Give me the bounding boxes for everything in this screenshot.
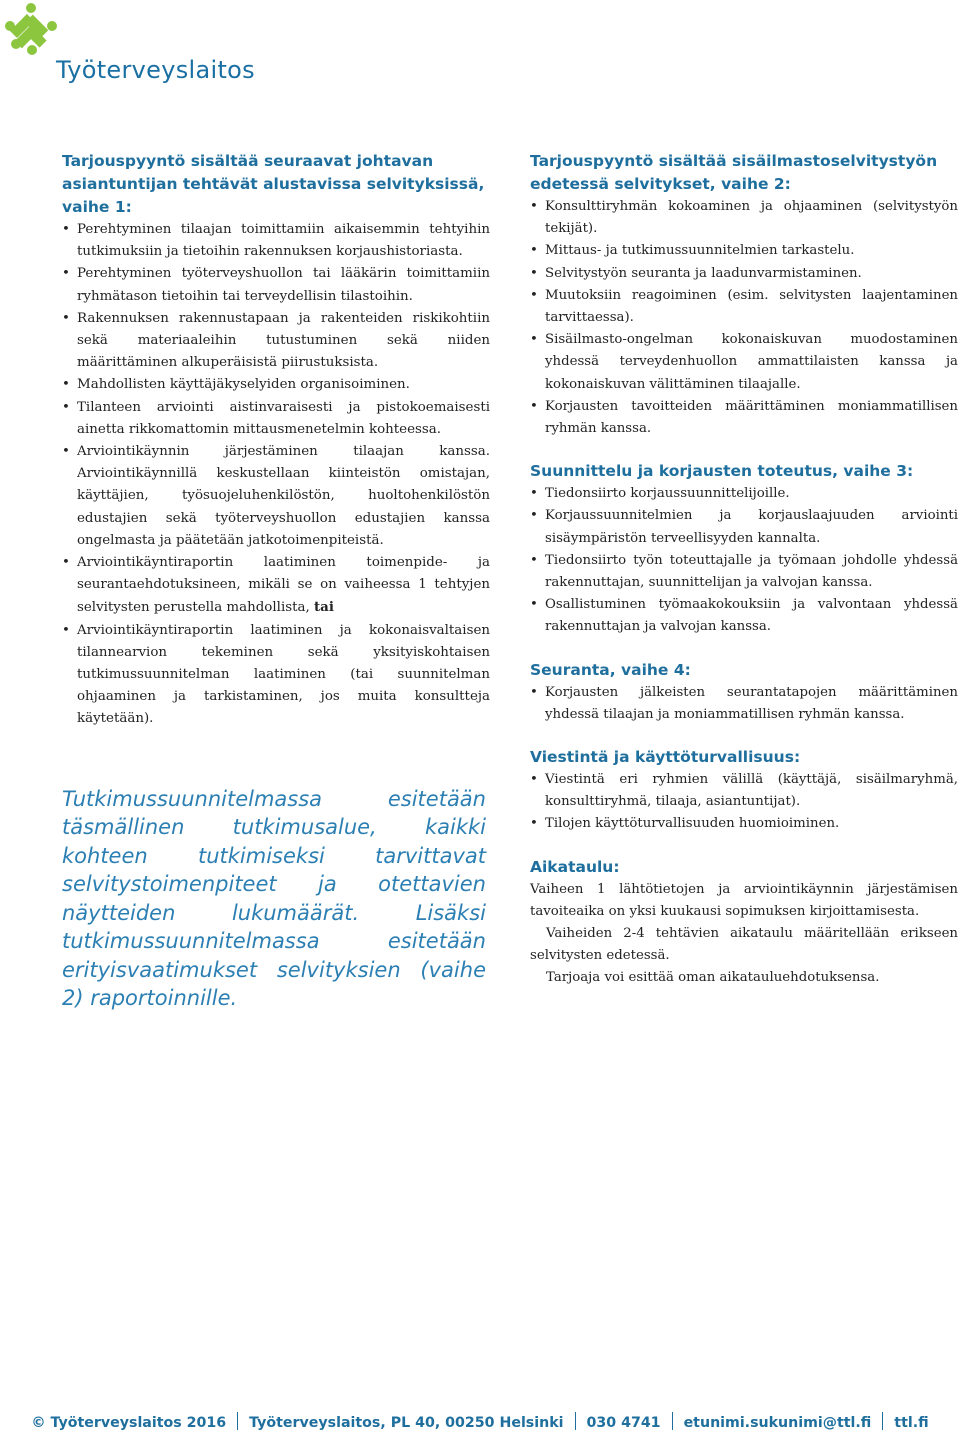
list-item: • Selvitystyön seuranta ja laadunvarmistaminen. (530, 263, 958, 285)
logo-cross-icon (4, 2, 60, 58)
schedule-paragraph: Tarjoaja voi esittää oman aikatauluehdotuksensa. (546, 970, 880, 986)
communication-section (530, 746, 958, 836)
phase3-list (530, 483, 958, 638)
list-item: • Viestintä eri ryhmien välillä (käyttäjä, sisäilmaryhmä, konsulttiryhmä, tilaaja, asiantuntijat). (530, 769, 958, 813)
list-item: • Perehtyminen tilaajan toimittamiin aikaisemmin tehtyihin tutkimuksiin ja tietoihin rakennuksen korjaushistoriasta. (62, 219, 490, 263)
pull-quote: Tutkimussuunnitelmassa esitetään täsmällinen tutkimusalue, kaikki kohteen tutkimiseksi tarvittavat selvitystoimenpiteet ja otettavien näytteiden lukumäärät. Lisäksi tutkimussuunnitelmassa esitetään erityisvaatimukset selvityksien (vaihe 2) raportoinnille. (62, 786, 486, 1011)
list-item: • Tilojen käyttöturvallisuuden huomioiminen. (530, 813, 958, 835)
list-item: • Mittaus- ja tutkimussuunnitelmien tarkastelu. (530, 240, 958, 262)
footer-website[interactable]: ttl.fi (894, 1415, 929, 1431)
phase4-heading: Seuranta, vaihe 4: (530, 660, 691, 679)
footer-separator (672, 1412, 673, 1430)
communication-list (530, 769, 958, 836)
logo (4, 2, 264, 92)
list-item: • Korjausten jälkeisten seurantatapojen määrittäminen yhdessä tilaajan ja moniammatillisen ryhmän kanssa. (530, 682, 958, 726)
list-item: • Korjaussuunnitelmien ja korjauslaajuuden arviointi sisäympäristön terveellisyyden kannalta. (530, 505, 958, 549)
schedule-heading: Aikataulu: (530, 857, 620, 876)
list-item: • Muutoksiin reagoiminen (esim. selvitysten laajentaminen tarvittaessa). (530, 285, 958, 329)
footer-separator (882, 1412, 883, 1430)
phase4-section (530, 659, 958, 726)
communication-heading: Viestintä ja käyttöturvallisuus: (530, 748, 801, 767)
phase3-section (530, 460, 958, 638)
footer-separator (237, 1412, 238, 1430)
right-column (530, 150, 958, 1010)
left-column (62, 150, 490, 1013)
footer-separator (575, 1412, 576, 1430)
list-item: • Sisäilmasto-ongelman kokonaiskuvan muodostaminen yhdessä terveydenhuollon ammattilaisten kanssa ja kokonaiskuvan välittäminen tilaajalle. (530, 329, 958, 396)
schedule-section (530, 856, 958, 990)
phase2-section (530, 150, 958, 440)
footer-copyright: © Työterveyslaitos 2016 (31, 1415, 227, 1431)
phase1-list (62, 219, 490, 731)
phase2-list (530, 196, 958, 440)
list-item: • Perehtyminen työterveyshuollon tai lääkärin toimittamiin ryhmätason tietoihin tai terveydellisin tilastoihin. (62, 263, 490, 307)
list-item: • Mahdollisten käyttäjäkyselyiden organisoiminen. (62, 374, 490, 396)
phase2-heading: Tarjouspyyntö sisältää sisäilmastoselvitystyön edetessä selvitykset, vaihe 2: (530, 152, 938, 193)
footer (0, 1412, 960, 1431)
list-item: • Korjausten tavoitteiden määrittäminen moniammatillisen ryhmän kanssa. (530, 396, 958, 440)
schedule-paragraph: Vaiheen 1 lähtötietojen ja arviointikäynnin järjestämisen tavoiteaika on yksi kuukausi sopimuksen kirjoittamisesta. (530, 881, 958, 919)
list-item: • Konsulttiryhmän kokoaminen ja ohjaaminen (selvitystyön tekijät). (530, 196, 958, 240)
phase3-heading: Suunnittelu ja korjausten toteutus, vaihe 3: (530, 462, 914, 481)
list-item: • Rakennuksen rakennustapaan ja rakenteiden riskikohtiin sekä materiaaleihin tutustuminen sekä niiden määrittäminen alkuperäisistä piirustuksista. (62, 308, 490, 375)
logo-text: Työterveyslaitos (56, 56, 255, 84)
list-item-text: Arviointikäyntiraportin laatiminen toimenpide- ja seurantaehdotuksineen, mikäli se on vaiheessa 1 tehtyjen selvitysten perustella mahdollista, (77, 555, 490, 616)
schedule-paragraph: Vaiheiden 2-4 tehtävien aikataulu määritellään erikseen selvitysten edetessä. (530, 926, 958, 964)
or-keyword: tai (313, 599, 334, 616)
footer-address: Työterveyslaitos, PL 40, 00250 Helsinki (249, 1415, 564, 1431)
footer-email[interactable]: etunimi.sukunimi@ttl.fi (683, 1415, 872, 1431)
list-item: • Tilanteen arviointi aistinvaraisesti ja pistokoemaisesti ainetta rikkomattomin mittausmenetelmin kohteessa. (62, 397, 490, 441)
list-item (62, 552, 490, 620)
list-item: • Tiedonsiirto työn toteuttajalle ja työmaan johdolle yhdessä rakennuttajan, suunnittelijan ja valvojan kanssa. (530, 550, 958, 594)
list-item: • Arviointikäyntiraportin laatiminen ja kokonaisvaltaisen tilannearvion tekeminen sekä yksityiskohtaisen tutkimussuunnitelman laatiminen (tai suunnitelman ohjaaminen ja tarkistaminen, jos muita konsultteja käytetään). (62, 620, 490, 731)
list-item: • Tiedonsiirto korjaussuunnittelijoille. (530, 483, 958, 505)
phase1-heading: Tarjouspyyntö sisältää seuraavat johtavan asiantuntijan tehtävät alustavissa selvityksissä, vaihe 1: (62, 152, 485, 216)
list-item: • Osallistuminen työmaakokouksiin ja valvontaan yhdessä rakennuttajan ja valvojan kanssa. (530, 594, 958, 638)
phase4-list (530, 682, 958, 726)
list-item: • Arviointikäynnin järjestäminen tilaajan kanssa. Arviointikäynnillä keskustellaan kiinteistön omistajan, käyttäjien, työsuojeluhenkilöstön, huoltohenkilöstön edustajien sekä työterveyshuollon edustajien kanssa ongelmasta ja päätetään jatkotoimenpiteistä. (62, 441, 490, 552)
footer-phone: 030 4741 (586, 1415, 661, 1431)
